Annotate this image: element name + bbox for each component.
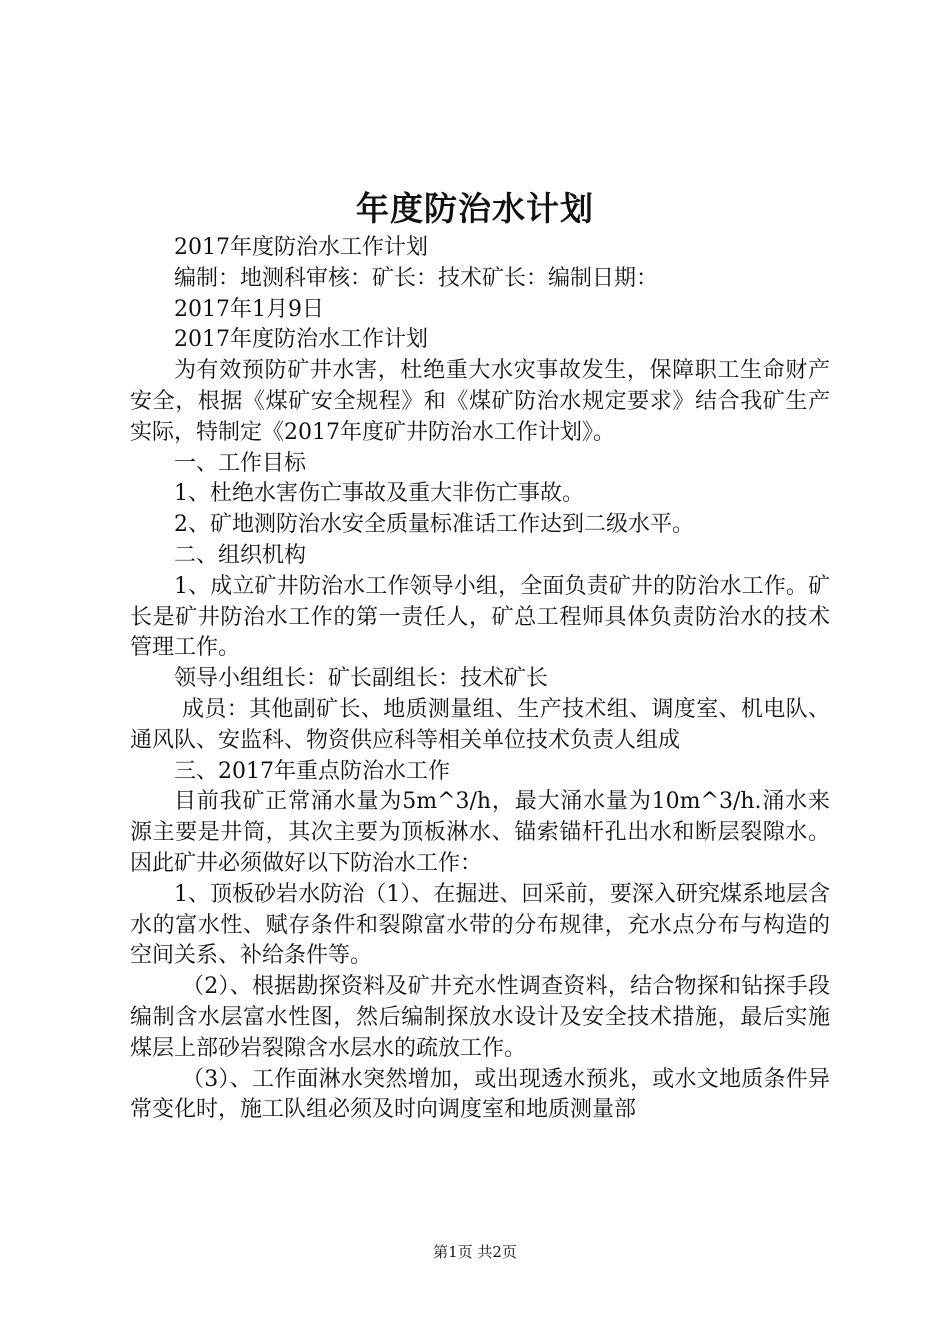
document-body — [130, 233, 830, 1126]
paragraph-roof-sandstone-3: （3）、工作面淋水突然增加，或出现透水预兆，或水文地质条件异常变化时，施工队组必须及时向调度室和地质测量部 — [130, 1066, 830, 1123]
paragraph-roof-sandstone-1: 1、顶板砂岩水防治（1）、在掘进、回采前，要深入研究煤系地层含水的富水性、赋存条件和裂隙富水带的分布规律，充水点分布与构造的空间关系、补给条件等。 — [130, 881, 830, 969]
paragraph-date: 2017年1月9日 — [174, 296, 324, 322]
paragraph-goal-2: 2、矿地测防治水安全质量标准话工作达到二级水平。 — [174, 512, 694, 538]
paragraph-intro: 为有效预防矿井水害，杜绝重大水灾事故发生，保障职工生命财产安全，根据《煤矿安全规程》和《煤矿防治水规定要求》结合我矿生产实际，特制定《2017年度矿井防治水工作计划》。 — [130, 358, 830, 445]
paragraph-compiler-info: 编制：地测科审核：矿长：技术矿长：编制日期： — [174, 265, 659, 291]
section-heading-goals: 一、工作目标 — [174, 450, 307, 476]
paragraph-roof-sandstone-2: （2）、根据勘探资料及矿井充水性调查资料，结合物探和钻探手段编制含水层富水性图，然后编制探放水设计及安全技术措施，最后实施煤层上部砂岩裂隙含水层水的疏放工作。 — [130, 974, 830, 1061]
paragraph-leaders: 领导小组组长：矿长副组长：技术矿长 — [174, 666, 549, 692]
paragraph-members: 成员：其他副矿长、地质测量组、生产技术组、调度室、机电队、通风队、安监科、物资供应科等相关单位技术负责人组成 — [130, 696, 830, 753]
document-title: 年度防治水计划 — [356, 189, 594, 228]
section-heading-organization: 二、组织机构 — [174, 542, 307, 568]
paragraph-plan-heading-repeat: 2017年度防治水工作计划 — [174, 327, 428, 353]
paragraph-organization-1: 1、成立矿井防治水工作领导小组，全面负责矿井的防治水工作。矿长是矿井防治水工作的第一责任人，矿总工程师具体负责防治水的技术管理工作。 — [130, 573, 830, 661]
section-heading-key-work: 三、2017年重点防治水工作 — [174, 758, 450, 784]
page-footer: 第1页 共2页 — [433, 1243, 517, 1261]
paragraph-goal-1: 1、杜绝水害伤亡事故及重大非伤亡事故。 — [174, 481, 584, 507]
paragraph-plan-heading: 2017年度防治水工作计划 — [174, 235, 428, 260]
paragraph-water-inflow: 目前我矿正常涌水量为5m^3/h，最大涌水量为10m^3/h.涌水来源主要是井筒，其次主要为顶板淋水、锚索锚杆孔出水和断层裂隙水。因此矿井必须做好以下防治水工作： — [130, 789, 830, 876]
